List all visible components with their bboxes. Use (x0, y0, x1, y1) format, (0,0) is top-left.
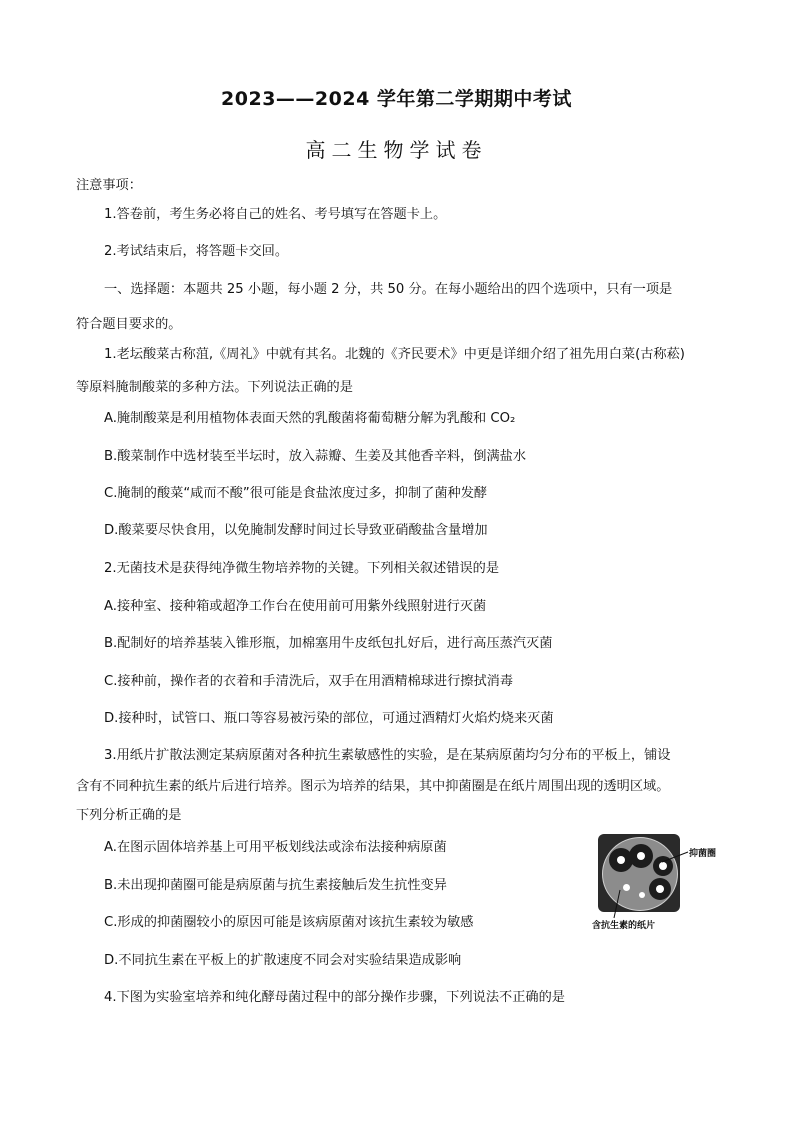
q1-option-b: B.酸菜制作中选材装至半坛时，放入蒜瓣、生姜及其他香辛料，倒满盐水 (104, 449, 527, 464)
q2-option-c: C.接种前，操作者的衣着和手清洗后，双手在用酒精棉球进行擦拭消毒 (104, 674, 514, 689)
q1-option-c: C.腌制的酸菜“咸而不酸”很可能是食盐浓度过多，抑制了菌种发酵 (104, 486, 488, 501)
q3-option-b: B.未出现抑菌圈可能是病原菌与抗生素接触后发生抗性变异 (104, 878, 447, 893)
q3-stem-line2: 含有不同种抗生素的纸片后进行培养。图示为培养的结果，其中抑菌圈是在纸片周围出现的透明区域。 (76, 779, 670, 794)
q1-option-d: D.酸菜要尽快食用，以免腌制发酵时间过长导致亚硝酸盐含量增加 (104, 523, 488, 538)
inhibition-zone-label: 抑菌圈 (689, 849, 717, 859)
q3-option-d: D.不同抗生素在平板上的扩散速度不同会对实验结果造成影响 (104, 953, 462, 968)
q2-stem-line1: 2.无菌技术是获得纯净微生物培养物的关键。下列相关叙述错误的是 (104, 561, 500, 576)
q1-stem-line1: 1.老坛酸菜古称菹,《周礼》中就有其名。北魏的《齐民要术》中更是详细介绍了祖先用白菜(古称菘) (104, 347, 685, 362)
q1-stem-line2: 等原料腌制酸菜的多种方法。下列说法正确的是 (76, 380, 353, 395)
disk-pointer-line (614, 890, 620, 918)
q2-option-a: A.接种室、接种箱或超净工作台在使用前可用紫外线照射进行灭菌 (104, 599, 487, 614)
inhibition-zone-figure (592, 832, 732, 932)
notice-item-2: 2.考试结束后，将答题卡交回。 (104, 244, 289, 259)
section-intro-line1: 一、选择题：本题共 25 小题，每小题 2 分，共 50 分。在每小题给出的四个选项中，只有一项是 (104, 282, 673, 297)
notice-item-1: 1.答卷前，考生务必将自己的姓名、考号填写在答题卡上。 (104, 207, 447, 222)
q3-option-a: A.在图示固体培养基上可用平板划线法或涂布法接种病原菌 (104, 840, 447, 855)
q2-option-b: B.配制好的培养基装入锥形瓶，加棉塞用牛皮纸包扎好后，进行高压蒸汽灭菌 (104, 636, 553, 651)
notice-heading: 注意事项： (76, 178, 142, 193)
q2-option-d: D.接种时，试管口、瓶口等容易被污染的部位，可通过酒精灯火焰灼烧来灭菌 (104, 711, 554, 726)
exam-title: 2023——2024 学年第二学期期中考试 (221, 88, 572, 110)
q3-stem-line3: 下列分析正确的是 (76, 808, 182, 823)
exam-subtitle: 高二生物学试卷 (305, 138, 488, 162)
section-intro-line2: 符合题目要求的。 (76, 317, 182, 332)
antibiotic-disk-label: 含抗生素的纸片 (592, 921, 656, 931)
q1-option-a: A.腌制酸菜是利用植物体表面天然的乳酸菌将葡萄糖分解为乳酸和 CO₂ (104, 411, 516, 426)
zone-pointer-line (662, 852, 688, 862)
q4-stem-line1: 4.下图为实验室培养和纯化酵母菌过程中的部分操作步骤，下列说法不正确的是 (104, 990, 565, 1005)
q3-stem-line1: 3.用纸片扩散法测定某病原菌对各种抗生素敏感性的实验，是在某病原菌均匀分布的平板上，铺设 (104, 748, 671, 763)
q3-option-c: C.形成的抑菌圈较小的原因可能是该病原菌对该抗生素较为敏感 (104, 915, 474, 930)
